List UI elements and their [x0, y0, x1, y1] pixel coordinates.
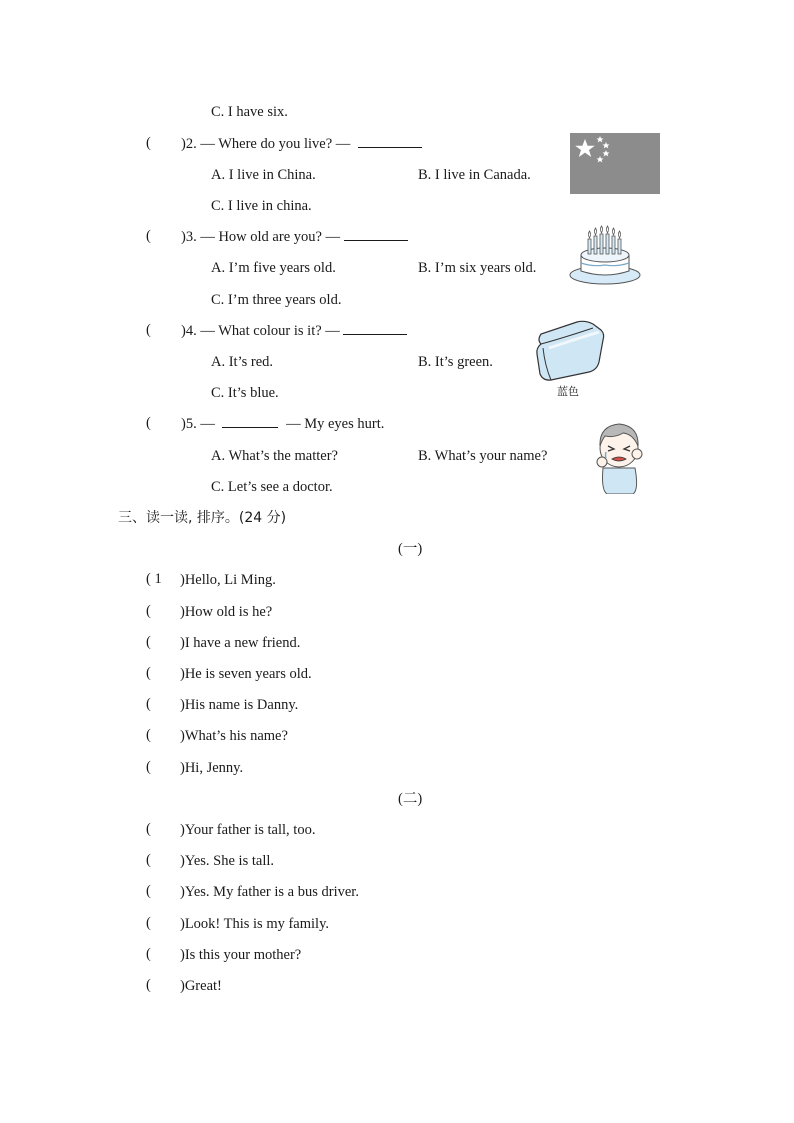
- s1-answer-paren[interactable]: (: [146, 696, 151, 712]
- s1-answer-paren[interactable]: (: [146, 727, 151, 743]
- q2-option-b: B. I live in Canada.: [418, 167, 531, 183]
- s2-answer-paren[interactable]: (: [146, 977, 151, 993]
- s1-line: )What’s his name?: [180, 728, 288, 744]
- q4-blank[interactable]: [343, 322, 407, 335]
- q3-option-c: C. I’m three years old.: [211, 292, 342, 308]
- q4-stem: )4. — What colour is it? —: [181, 322, 407, 340]
- s2-line: )Great!: [180, 978, 222, 994]
- s1-line: )How old is he?: [180, 604, 273, 620]
- q5-blank[interactable]: [222, 415, 278, 428]
- section1-title: (一): [398, 541, 423, 557]
- section2-title: (二): [398, 791, 423, 807]
- q5-option-a: A. What’s the matter?: [211, 448, 338, 464]
- q2-option-c: C. I live in china.: [211, 198, 312, 214]
- s1-answer-paren[interactable]: (: [146, 603, 151, 619]
- s2-answer-paren[interactable]: (: [146, 946, 151, 962]
- s1-line: )Hi, Jenny.: [180, 760, 244, 776]
- s2-answer-paren[interactable]: (: [146, 852, 151, 868]
- s2-line: )Yes. My father is a bus driver.: [180, 884, 359, 900]
- q4-answer-paren[interactable]: (: [146, 322, 151, 338]
- q5-stem: )5. — — My eyes hurt.: [181, 416, 385, 432]
- birthday-cake-image: [568, 225, 642, 287]
- s2-line: )Look! This is my family.: [180, 916, 330, 932]
- s1-answer-paren[interactable]: (: [146, 634, 151, 650]
- q3-blank[interactable]: [344, 228, 408, 241]
- crying-boy-image: [593, 418, 645, 494]
- china-flag-image: [570, 133, 660, 194]
- s2-answer-paren[interactable]: (: [146, 821, 151, 837]
- s1-line: )I have a new friend.: [180, 635, 301, 651]
- pencil-case-caption: 蓝色: [557, 385, 579, 398]
- s2-line: )Yes. She is tall.: [180, 853, 274, 869]
- q5-option-b: B. What’s your name?: [418, 448, 548, 464]
- s1-line: )His name is Danny.: [180, 697, 299, 713]
- q2-stem: )2. — Where do you live? —: [181, 135, 422, 153]
- s2-answer-paren[interactable]: (: [146, 915, 151, 931]
- s2-line: )Is this your mother?: [180, 947, 302, 963]
- q4-option-c: C. It’s blue.: [211, 385, 279, 401]
- q3-stem: )3. — How old are you? —: [181, 228, 408, 246]
- q4-option-b: B. It’s green.: [418, 354, 493, 370]
- q5-answer-paren[interactable]: (: [146, 415, 151, 431]
- q3-option-a: A. I’m five years old.: [211, 260, 336, 276]
- part3-heading: 三、读一读, 排序。(24 分): [118, 510, 287, 526]
- s1-line: )Hello, Li Ming.: [180, 572, 276, 588]
- s1-answer-filled: 1: [154, 571, 162, 587]
- q3-option-b: B. I’m six years old.: [418, 260, 537, 276]
- q1-option-c: C. I have six.: [211, 104, 288, 120]
- pencil-case-image: [533, 318, 607, 382]
- s1-answer-paren[interactable]: (: [146, 665, 151, 681]
- q2-option-a: A. I live in China.: [211, 167, 316, 183]
- q2-blank[interactable]: [358, 135, 422, 148]
- s1-line: )He is seven years old.: [180, 666, 312, 682]
- s1-answer-paren[interactable]: ( 1: [146, 571, 162, 587]
- q2-answer-paren[interactable]: (: [146, 135, 151, 151]
- s2-line: )Your father is tall, too.: [180, 822, 316, 838]
- s2-answer-paren[interactable]: (: [146, 883, 151, 899]
- q4-option-a: A. It’s red.: [211, 354, 274, 370]
- q3-answer-paren[interactable]: (: [146, 228, 151, 244]
- s1-answer-paren[interactable]: (: [146, 759, 151, 775]
- q5-option-c: C. Let’s see a doctor.: [211, 479, 333, 495]
